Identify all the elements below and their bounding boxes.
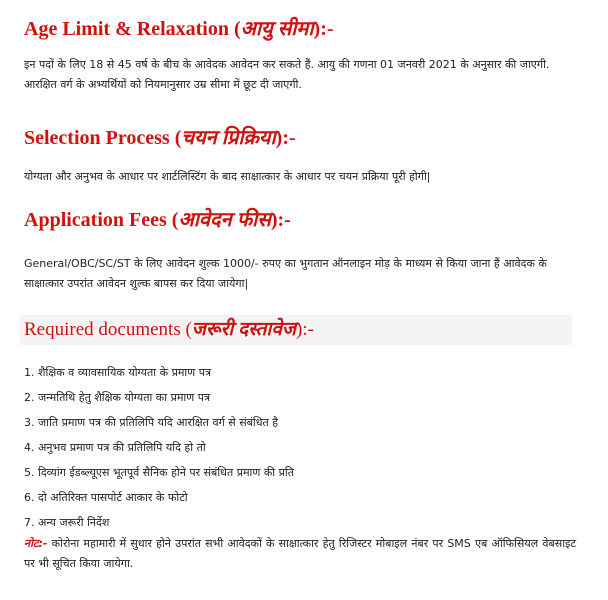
list-item: 2. जन्मतिथि हेतु शैक्षिक योग्यता का प्रमाण पत्र bbox=[24, 391, 211, 404]
application-fees-text: General/OBC/SC/ST के लिए आवेदन शुल्क 1000/- रुपए का भुगतान ऑनलाइन मोड़ के माध्यम से किया जाना हैं आवेदक के साक्षात्कार उपरांत आवेदन शुल्क बापस कर दिया जायेगा| bbox=[24, 257, 547, 290]
list-item: 4. अनुभव प्रमाण पत्र की प्रतिलिपि यदि हो तो bbox=[24, 441, 206, 454]
application-fees-heading: Application Fees (आवेदन फीस):- bbox=[24, 209, 291, 231]
selection-process-heading: Selection Process (चयन प्रिक्रिया):- bbox=[24, 127, 296, 149]
note-label: नोट:- bbox=[24, 537, 48, 550]
list-item: 1. शैक्षिक व व्यावसायिक योग्यता के प्रमाण पत्र bbox=[24, 366, 212, 379]
documents-list bbox=[24, 360, 294, 535]
list-item: 6. दो अतिरिक्त पासपोर्ट आकार के फोटो bbox=[24, 491, 188, 504]
age-limit-heading: Age Limit & Relaxation (आयु सीमा):- bbox=[24, 18, 334, 40]
required-documents-heading: Required documents (जरूरी दस्तावेज):- bbox=[24, 319, 314, 340]
list-item: 3. जाति प्रमाण पत्र की प्रतिलिपि यदि आरक्षित वर्ग से संबंधित है bbox=[24, 416, 279, 429]
list-item: 7. अन्य जरूरी निर्देश bbox=[24, 516, 110, 529]
selection-process-text: योग्यता और अनुभव के आधार पर शार्टलिस्टिंग के बाद साक्षात्कार के आधार पर चयन प्रक्रिया पूरी होगी| bbox=[24, 170, 431, 183]
age-limit-text: इन पदों के लिए 18 से 45 वर्ष के बीच के आवेदक आवेदन कर सकते हैं. आयु की गणना 01 जनवरी 2021 के अनुसार की जाएगी. आरक्षित वर्ग के अभ्यर्थियों को नियमानुसार उम्र सीमा में छूट दी जाएगी. bbox=[24, 58, 550, 91]
list-item: 5. दिव्यांग ईडब्ल्यूएस भूतपूर्व सैनिक होने पर संबंधित प्रमाण की प्रति bbox=[24, 466, 295, 479]
note-text: कोरोना महामारी में सुधार होने उपरांत सभी आवेदकों के साक्षात्कार हेतु रिजिस्टर मोबाइल नंबर पर SMS एब ऑफिसियल वेबसाइट पर भी सूचित किया जायेगा. bbox=[24, 537, 576, 570]
note-paragraph bbox=[24, 534, 576, 574]
